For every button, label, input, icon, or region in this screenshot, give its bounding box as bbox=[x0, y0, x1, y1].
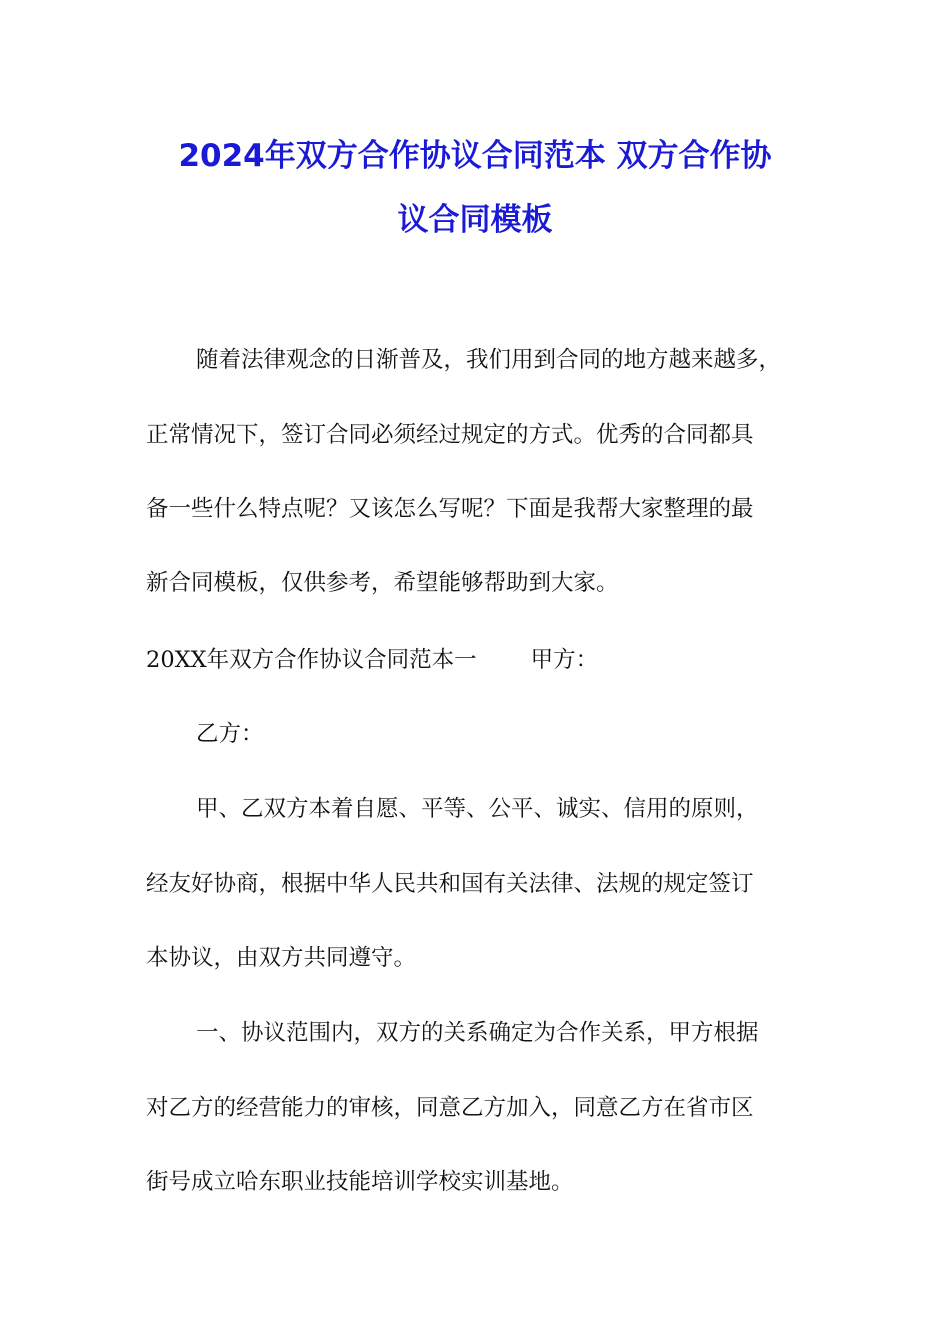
paragraph-line: 对乙方的经营能力的审核，同意乙方加入，同意乙方在省市区 bbox=[146, 1095, 754, 1121]
document-title bbox=[130, 124, 820, 252]
party-a-label: 甲方： bbox=[530, 647, 599, 673]
paragraph-line: 本协议，由双方共同遵守。 bbox=[146, 945, 417, 971]
section-heading-line bbox=[146, 645, 598, 675]
paragraph-line: 正常情况下，签订合同必须经过规定的方式。优秀的合同都具 bbox=[146, 422, 754, 448]
title-line-1: 2024年双方合作协议合同范本 双方合作协 bbox=[178, 138, 772, 174]
paragraph-line: 经友好协商，根据中华人民共和国有关法律、法规的规定签订 bbox=[146, 871, 754, 897]
paragraph-line: 街号成立哈东职业技能培训学校实训基地。 bbox=[146, 1169, 574, 1195]
paragraph-line: 随着法律观念的日渐普及，我们用到合同的地方越来越多， bbox=[196, 347, 782, 373]
title-line-2: 议合同模板 bbox=[397, 202, 553, 238]
section-heading: 20XX年双方合作协议合同范本一 bbox=[146, 647, 477, 673]
paragraph-line: 甲、乙双方本着自愿、平等、公平、诚实、信用的原则， bbox=[196, 796, 759, 822]
paragraph-line: 备一些什么特点呢？又该怎么写呢？下面是我帮大家整理的最 bbox=[146, 496, 754, 522]
party-b-label: 乙方： bbox=[196, 721, 264, 747]
paragraph-line: 新合同模板，仅供参考，希望能够帮助到大家。 bbox=[146, 570, 619, 596]
paragraph-line: 一、协议范围内，双方的关系确定为合作关系，甲方根据 bbox=[196, 1020, 759, 1046]
